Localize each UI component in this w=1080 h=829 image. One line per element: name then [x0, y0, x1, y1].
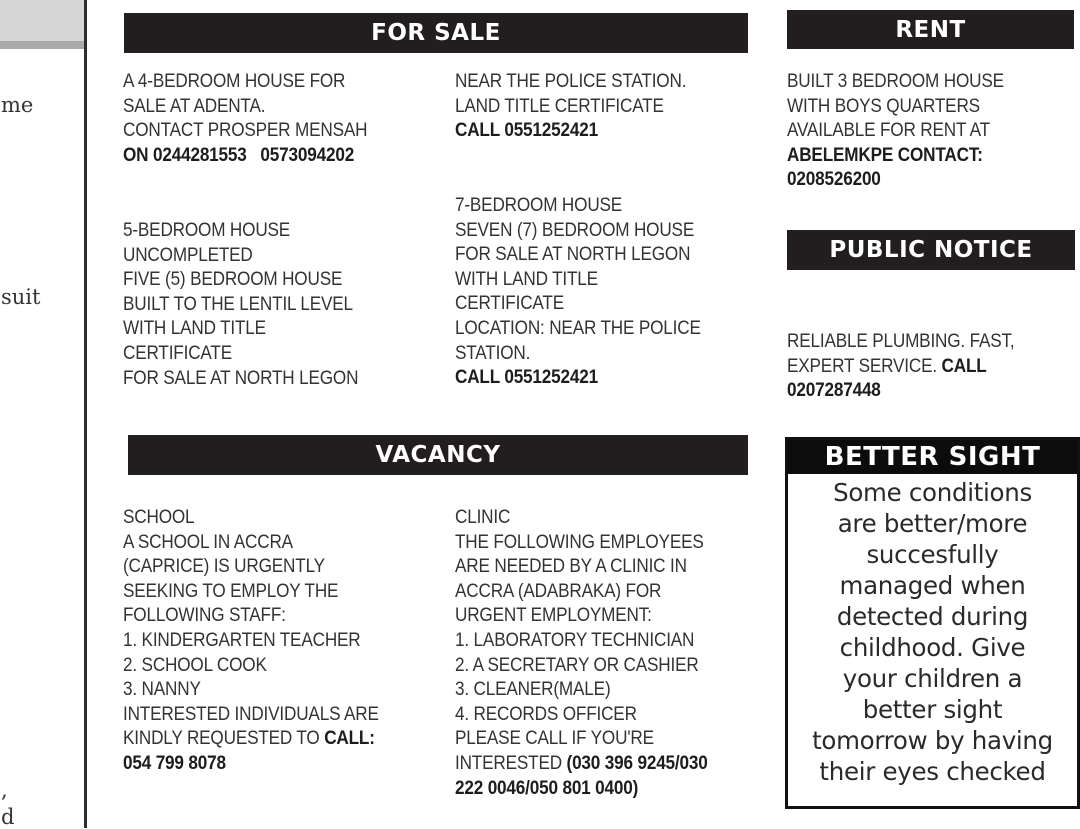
ad-line: ACCRA (ADABRAKA) FOR [455, 579, 662, 602]
vacancy-header [128, 435, 748, 475]
ad-text: KINDLY REQUESTED TO [123, 727, 325, 750]
text-fragment: d [1, 805, 15, 829]
ad-contact: 0207287448 [787, 379, 881, 402]
ad-line: WITH LAND TITLE [123, 317, 266, 340]
ad-line: THE FOLLOWING EMPLOYEES [455, 530, 704, 553]
ad-line: 5-BEDROOM HOUSE [123, 219, 291, 241]
ad-line: 3. CLEANER(MALE) [455, 678, 611, 701]
for-sale-header [124, 13, 748, 53]
ad-contact: CALL 0551252421 [455, 119, 599, 142]
text-fragment: suit [1, 285, 41, 309]
ad-contact: 054 799 8078 [123, 751, 226, 774]
ad-line: LAND TITLE CERTIFICATE [455, 94, 664, 117]
sight-line: your children a [842, 664, 1023, 693]
ad-land-title [455, 69, 686, 143]
adjacent-column [0, 0, 85, 828]
sight-line: are better/more [837, 509, 1028, 538]
ad-line [455, 751, 708, 776]
rent-title: RENT [895, 16, 966, 43]
ad-line: CERTIFICATE [455, 292, 564, 315]
ad-line: URGENT EMPLOYMENT: [455, 604, 652, 627]
ad-line: 1. KINDERGARTEN TEACHER [123, 628, 361, 651]
ad-text: EXPERT SERVICE. [787, 354, 942, 377]
sight-line: childhood. Give [839, 633, 1026, 662]
ad-line: SALE AT ADENTA. [123, 94, 266, 117]
ad-line: FIVE (5) BEDROOM HOUSE [123, 268, 343, 291]
ad-line: 7-BEDROOM HOUSE [455, 194, 623, 216]
ad-plumbing [787, 329, 1015, 403]
ad-line [123, 726, 379, 751]
ad-line: (CAPRICE) IS URGENTLY [123, 555, 325, 578]
ad-contact: 0208526200 [787, 168, 881, 191]
ad-contact: CALL 0551252421 [455, 366, 599, 389]
ad-4-bedroom-adenta [123, 69, 367, 167]
ad-line: CERTIFICATE [123, 341, 232, 364]
sight-line: succesfully [866, 540, 999, 569]
ad-line: CLINIC [455, 506, 511, 528]
ad-contact: 222 0046/050 801 0400) [455, 776, 639, 799]
ad-line: 1. LABORATORY TECHNICIAN [455, 628, 695, 651]
ad-line: 2. A SECRETARY OR CASHIER [455, 653, 699, 676]
better-sight-title: BETTER SIGHT [824, 442, 1041, 472]
adjacent-column-header [0, 0, 84, 41]
ad-line: ARE NEEDED BY A CLINIC IN [455, 555, 687, 578]
ad-text: INTERESTED [455, 751, 567, 774]
better-sight-header [788, 440, 1077, 474]
vacancy-title: VACANCY [375, 442, 501, 468]
ad-line: SEEKING TO EMPLOY THE [123, 579, 339, 602]
ad-line: 3. NANNY [123, 678, 201, 701]
ad-line: A 4-BEDROOM HOUSE FOR [123, 70, 346, 92]
ad-line: BUILT TO THE LENTIL LEVEL [123, 292, 353, 315]
ad-line: STATION. [455, 341, 531, 364]
public-notice-title: PUBLIC NOTICE [829, 237, 1033, 263]
ad-line: RELIABLE PLUMBING. FAST, [787, 330, 1015, 352]
column-divider [84, 0, 87, 828]
ad-call-label: CALL: [324, 727, 375, 750]
ad-line: A SCHOOL IN ACCRA [123, 530, 293, 553]
ad-line: BUILT 3 BEDROOM HOUSE [787, 70, 1004, 92]
sight-line: Some conditions [833, 478, 1032, 507]
sight-line: detected during [836, 602, 1029, 631]
ad-line: WITH BOYS QUARTERS [787, 94, 980, 117]
ad-call-label: CALL [941, 354, 987, 377]
ad-line: FOR SALE AT NORTH LEGON [455, 243, 691, 266]
ad-contact: (030 396 9245/030 [566, 751, 708, 774]
ad-line: LOCATION: NEAR THE POLICE [455, 316, 701, 339]
ad-line: WITH LAND TITLE [455, 267, 598, 290]
ad-5-bedroom-north-legon [123, 218, 358, 390]
ad-line: AVAILABLE FOR RENT AT [787, 119, 990, 142]
ad-contact: ON 0244281553 0573094202 [123, 143, 355, 166]
ad-line: PLEASE CALL IF YOU'RE [455, 727, 654, 750]
ad-line: FOR SALE AT NORTH LEGON [123, 366, 359, 389]
ad-school-vacancy [123, 505, 379, 776]
text-fragment: , [1, 778, 8, 802]
sight-line: managed when [839, 571, 1026, 600]
sight-line: their eyes checked [819, 757, 1046, 786]
better-sight-body [788, 474, 1077, 787]
for-sale-title: FOR SALE [371, 20, 501, 46]
sight-line: tomorrow by having [812, 726, 1053, 755]
ad-clinic-vacancy [455, 505, 708, 800]
better-sight-box [785, 437, 1080, 809]
text-fragment: me [1, 93, 34, 117]
ad-rent-abelemkpe [787, 69, 1004, 192]
ad-line: FOLLOWING STAFF: [123, 604, 286, 627]
ad-line: INTERESTED INDIVIDUALS ARE [123, 702, 379, 725]
ad-line: CONTACT PROSPER MENSAH [123, 119, 368, 142]
ad-contact: ABELEMKPE CONTACT: [787, 143, 983, 166]
ad-line [787, 354, 1015, 379]
public-notice-header [787, 230, 1075, 270]
ad-line: 4. RECORDS OFFICER [455, 702, 637, 725]
ad-7-bedroom-north-legon [455, 193, 701, 390]
ad-line: NEAR THE POLICE STATION. [455, 70, 687, 92]
ad-line: SEVEN (7) BEDROOM HOUSE [455, 218, 695, 241]
ad-line: 2. SCHOOL COOK [123, 653, 267, 676]
rent-header [787, 10, 1074, 49]
adjacent-column-header-band [0, 41, 84, 49]
ad-line: UNCOMPLETED [123, 243, 253, 266]
ad-line: SCHOOL [123, 506, 195, 528]
sight-line: better sight [862, 695, 1003, 724]
